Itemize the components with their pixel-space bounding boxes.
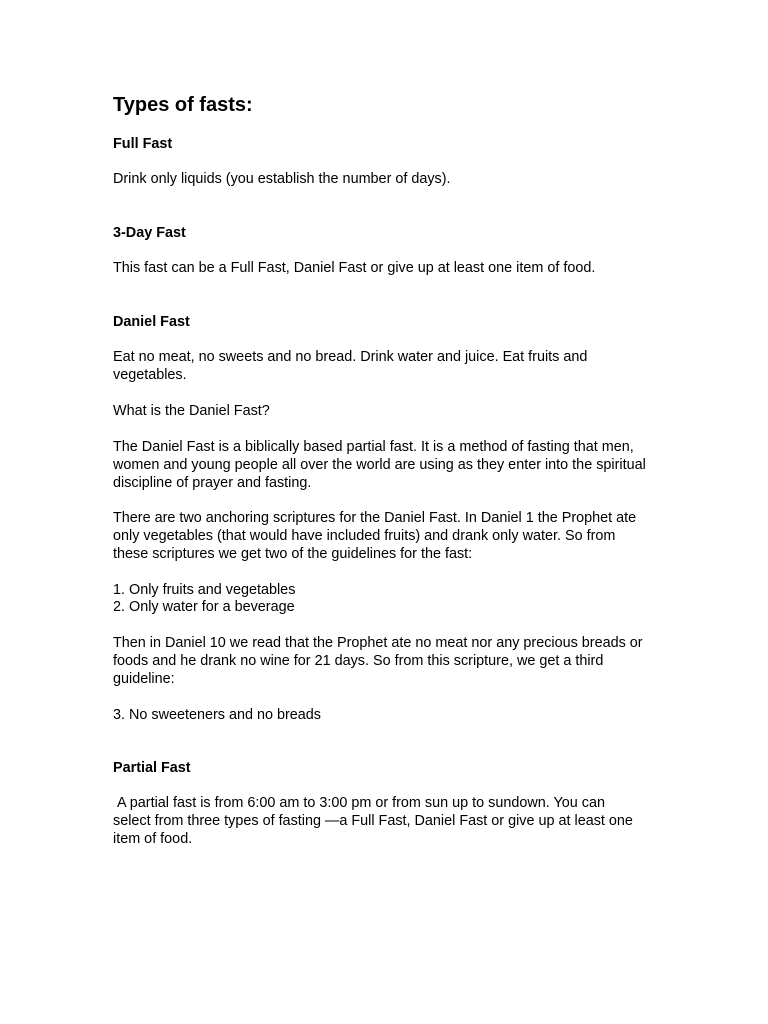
daniel-fast-text-2: The Daniel Fast is a biblically based partial fast. It is a method of fasting that men, women and young people all over the world are using as they enter into the spiritual discipline of prayer and fasting.: [113, 439, 650, 491]
full-fast-heading: Full Fast: [113, 136, 173, 152]
daniel-fast-list-item-3: 3. No sweeteners and no breads: [113, 707, 321, 723]
partial-fast-text: A partial fast is from 6:00 am to 3:00 pm or from sun up to sundown. You can select from three types of fasting —a Full Fast, Daniel Fast or give up at least one item of food.: [113, 795, 637, 847]
daniel-fast-heading: Daniel Fast: [113, 314, 190, 330]
daniel-fast-list-item-2: 2. Only water for a beverage: [113, 599, 295, 615]
daniel-fast-text-4: Then in Daniel 10 we read that the Prophet ate no meat nor any precious breads or foods and he drank no wine for 21 days. So from this scripture, we get a third guideline:: [113, 635, 647, 687]
daniel-fast-question: What is the Daniel Fast?: [113, 403, 270, 419]
three-day-fast-text: This fast can be a Full Fast, Daniel Fast or give up at least one item of food.: [113, 260, 596, 276]
full-fast-text: Drink only liquids (you establish the number of days).: [113, 171, 451, 187]
document-title: Types of fasts:: [113, 94, 253, 116]
partial-fast-heading: Partial Fast: [113, 760, 191, 776]
daniel-fast-text-3: There are two anchoring scriptures for the Daniel Fast. In Daniel 1 the Prophet ate only vegetables (that would have included fruits) and drank only water. So from these scriptures we get two of the guidelines for the fast:: [113, 510, 641, 562]
daniel-fast-list-item-1: 1. Only fruits and vegetables: [113, 582, 296, 598]
daniel-fast-text-1: Eat no meat, no sweets and no bread. Drink water and juice. Eat fruits and vegetables.: [113, 349, 592, 383]
three-day-fast-heading: 3-Day Fast: [113, 225, 186, 241]
